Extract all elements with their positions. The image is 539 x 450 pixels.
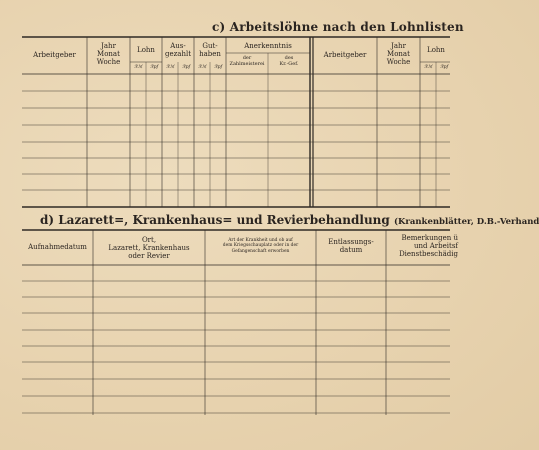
header-arbeitgeber-left: Arbeitgeber [33,51,76,59]
header-des-kr-gef: des Kr.-Gef. [279,55,299,67]
header-arbeitgeber-right: Arbeitgeber [323,51,367,59]
header-art-der-krankheit: Art der Krankheit und ob auf dem Kriegsschauplatz oder in der Gefangenschaft erworben [222,238,299,254]
header-lohn-left: Lohn [137,46,155,54]
section-c-title: c) Arbeitslöhne nach den Lohnlisten [212,20,464,34]
unit-rm-lohn: ℛℳ [134,65,143,70]
header-lohn-right: Lohn [427,46,445,54]
header-ausgezahlt: Aus- gezahlt [164,42,192,58]
unit-rm-guthaben: ℛℳ [198,65,207,70]
header-der-zahlmeisterei: der Zahlmeisterei [229,55,265,67]
unit-rm-ausgezahlt: ℛℳ [166,65,175,70]
unit-rpf-ausgezahlt: ℛpf [182,65,191,70]
header-jahr-monat-woche-left: Jahr Monat Woche [96,42,121,66]
section-d-subtitle: (Krankenblätter, D.B.-Verhand [393,217,539,227]
header-ort-lazarett: Ort, Lazarett, Krankenhaus oder Revier [108,236,190,260]
header-jahr-monat-woche-right: Jahr Monat Woche [386,42,411,66]
header-bemerkungen: Bemerkungen ü und Arbeitsf Dienstbeschädig [399,234,458,258]
section-d-title: d) Lazarett=, Krankenhaus= und Revierbehandlung (Krankenblätter, D.B.-Verhand [40,213,539,227]
header-guthaben: Gut- haben [199,42,221,58]
header-aufnahmedatum: Aufnahmedatum [28,243,87,251]
unit-rpf-lohn-right: ℛpf [440,65,449,70]
header-anerkenntnis: Anerkenntnis [244,42,292,50]
unit-rpf-guthaben: ℛpf [214,65,223,70]
unit-rm-lohn-right: ℛℳ [424,65,433,70]
unit-rpf-lohn: ℛpf [150,65,159,70]
header-entlassungsdatum: Entlassungs- datum [328,238,374,254]
